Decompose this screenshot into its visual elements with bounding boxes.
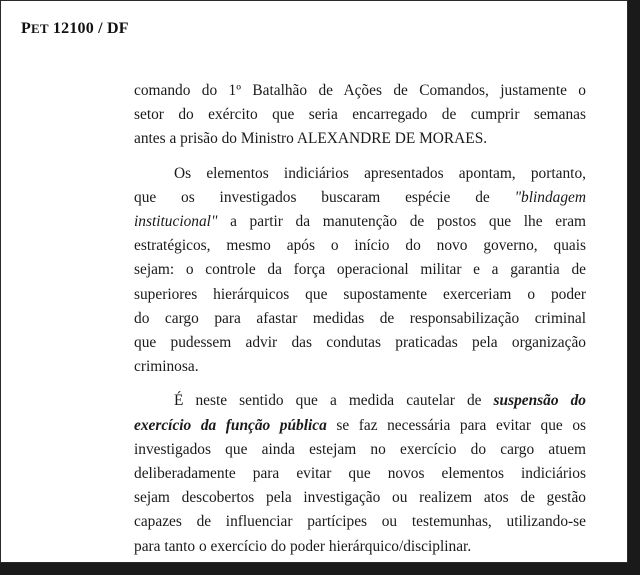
bold-italic-emphasis: suspensão do [493, 392, 587, 410]
italic-quote: institucional" [134, 213, 218, 231]
header-et: ET [30, 21, 49, 36]
text-line: É neste sentido que a medida cautelar de suspensão do [174, 392, 587, 410]
text-line: capazes de influenciar partícipes ou testemunhas, utilizando-se [134, 513, 586, 531]
text-line: comando do 1º Batalhão de Ações de Comandos, justamente o [134, 82, 586, 99]
text-line: Os elementos indiciários apresentados apontam, portanto, [174, 164, 586, 182]
paragraph-1 [134, 79, 586, 152]
header-pe: P [21, 20, 31, 37]
text-line: institucional" a partir da manutenção de postos que lhe eram [134, 213, 586, 231]
text-line: que pudessem advir das condutas praticadas pela organização [134, 334, 586, 352]
text-line: exercício da função pública se faz necessária para evitar que os [134, 416, 587, 434]
text-line: setor do exército que seria encarregado de cumprir semanas [134, 106, 586, 124]
text-line: criminosa. [134, 358, 199, 376]
text-line: que os investigados buscaram espécie de "blindagem [134, 188, 586, 206]
document-header [21, 20, 129, 38]
paragraph-2 [134, 162, 586, 380]
italic-quote: "blindagem [514, 188, 586, 206]
text-line: investigados que ainda estejam no exercício do cargo atuem [134, 440, 586, 458]
header-number: 12100 / DF [48, 20, 129, 37]
text-line: deliberadamente para evitar que novos elementos indiciários [134, 465, 586, 483]
text-line: superiores hierárquicos que supostamente exerceriam o poder [134, 285, 586, 303]
text-line: do cargo para afastar medidas de responsabilização criminal [134, 309, 586, 327]
text-line: estratégicos, mesmo após o início do novo governo, quais [134, 237, 586, 255]
text-line: para tanto o exercício do poder hierárquico/disciplinar. [134, 537, 472, 555]
paragraph-3 [134, 389, 586, 558]
bold-italic-emphasis: exercício da função pública [134, 416, 327, 434]
text-line: antes a prisão do Ministro ALEXANDRE DE MORAES. [134, 130, 488, 148]
text-line: sejam descobertos pela investigação ou realizem atos de gestão [134, 489, 586, 507]
text-line: sejam: o controle da força operacional militar e a garantia de [134, 261, 586, 279]
document-body [134, 79, 586, 559]
